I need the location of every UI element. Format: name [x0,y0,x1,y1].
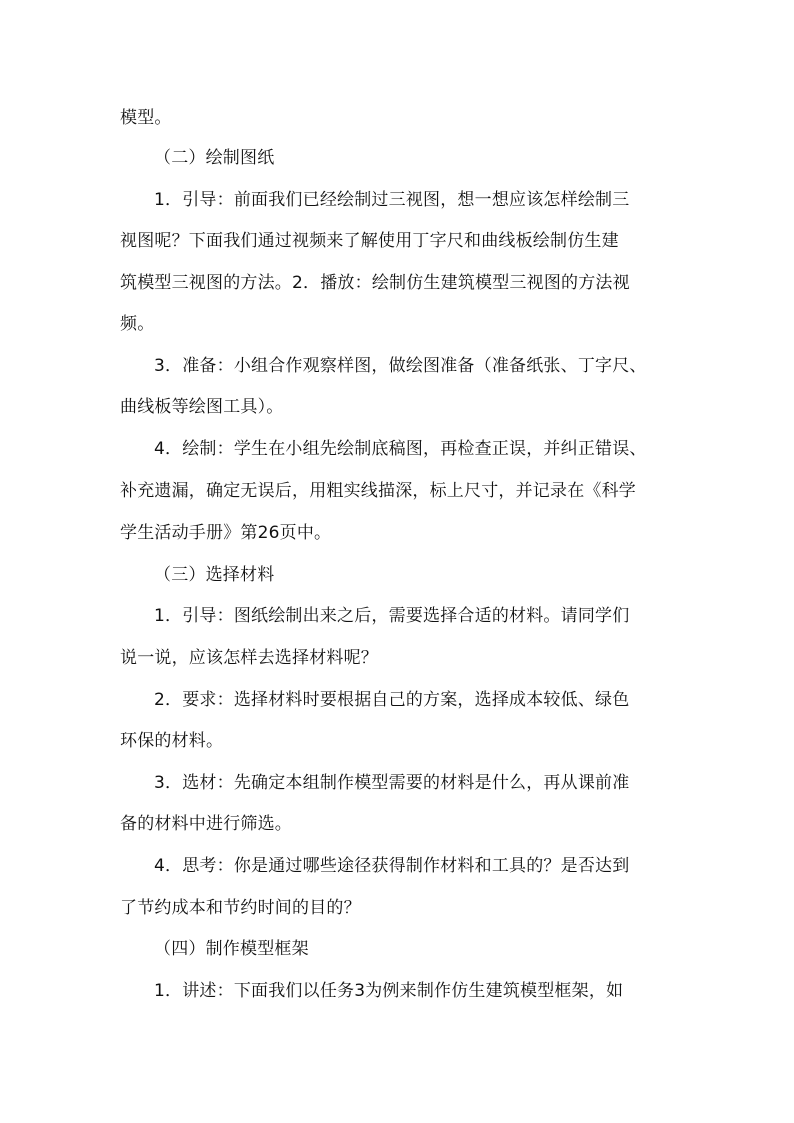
section-heading: （四）制作模型框架 [154,939,309,959]
paragraph-line: 补充遗漏，确定无误后，用粗实线描深，标上尺寸，并记录在《科学 [120,481,636,501]
paragraph-line: 环保的材料。 [120,731,224,751]
paragraph-line: 说一说，应该怎样去选择材料呢？ [120,648,378,668]
section-heading: （二）绘制图纸 [154,148,275,168]
paragraph-line: 筑模型三视图的方法。2．播放：绘制仿生建筑模型三视图的方法视 [120,273,630,293]
paragraph-line: 3．准备：小组合作观察样图，做绘图准备（准备纸张、丁字尺、 [154,356,647,376]
paragraph-line: 2．要求：选择材料时要根据自己的方案，选择成本较低、绿色 [154,690,630,710]
paragraph-line: 1．引导：前面我们已经绘制过三视图，想一想应该怎样绘制三 [154,190,630,210]
section-heading: （三）选择材料 [154,565,275,585]
paragraph-line: 学生活动手册》第26页中。 [120,523,332,543]
paragraph-line: 了节约成本和节约时间的目的？ [120,898,361,918]
paragraph-line: 4．思考：你是通过哪些途径获得制作材料和工具的？是否达到 [154,856,630,876]
paragraph-line: 3．选材：先确定本组制作模型需要的材料是什么，再从课前准 [154,773,630,793]
paragraph-line: 1．讲述：下面我们以任务3为例来制作仿生建筑模型框架，如 [154,981,624,1001]
paragraph-line: 频。 [120,314,155,334]
paragraph-line: 视图呢？下面我们通过视频来了解使用丁字尺和曲线板绘制仿生建 [120,231,619,251]
paragraph-line: 4．绘制：学生在小组先绘制底稿图，再检查正误，并纠正错误、 [154,439,647,459]
paragraph-line: 模型。 [120,108,172,128]
paragraph-line: 备的材料中进行筛选。 [120,814,292,834]
paragraph-line: 曲线板等绘图工具）。 [120,397,284,417]
paragraph-line: 1．引导：图纸绘制出来之后，需要选择合适的材料。请同学们 [154,606,630,626]
